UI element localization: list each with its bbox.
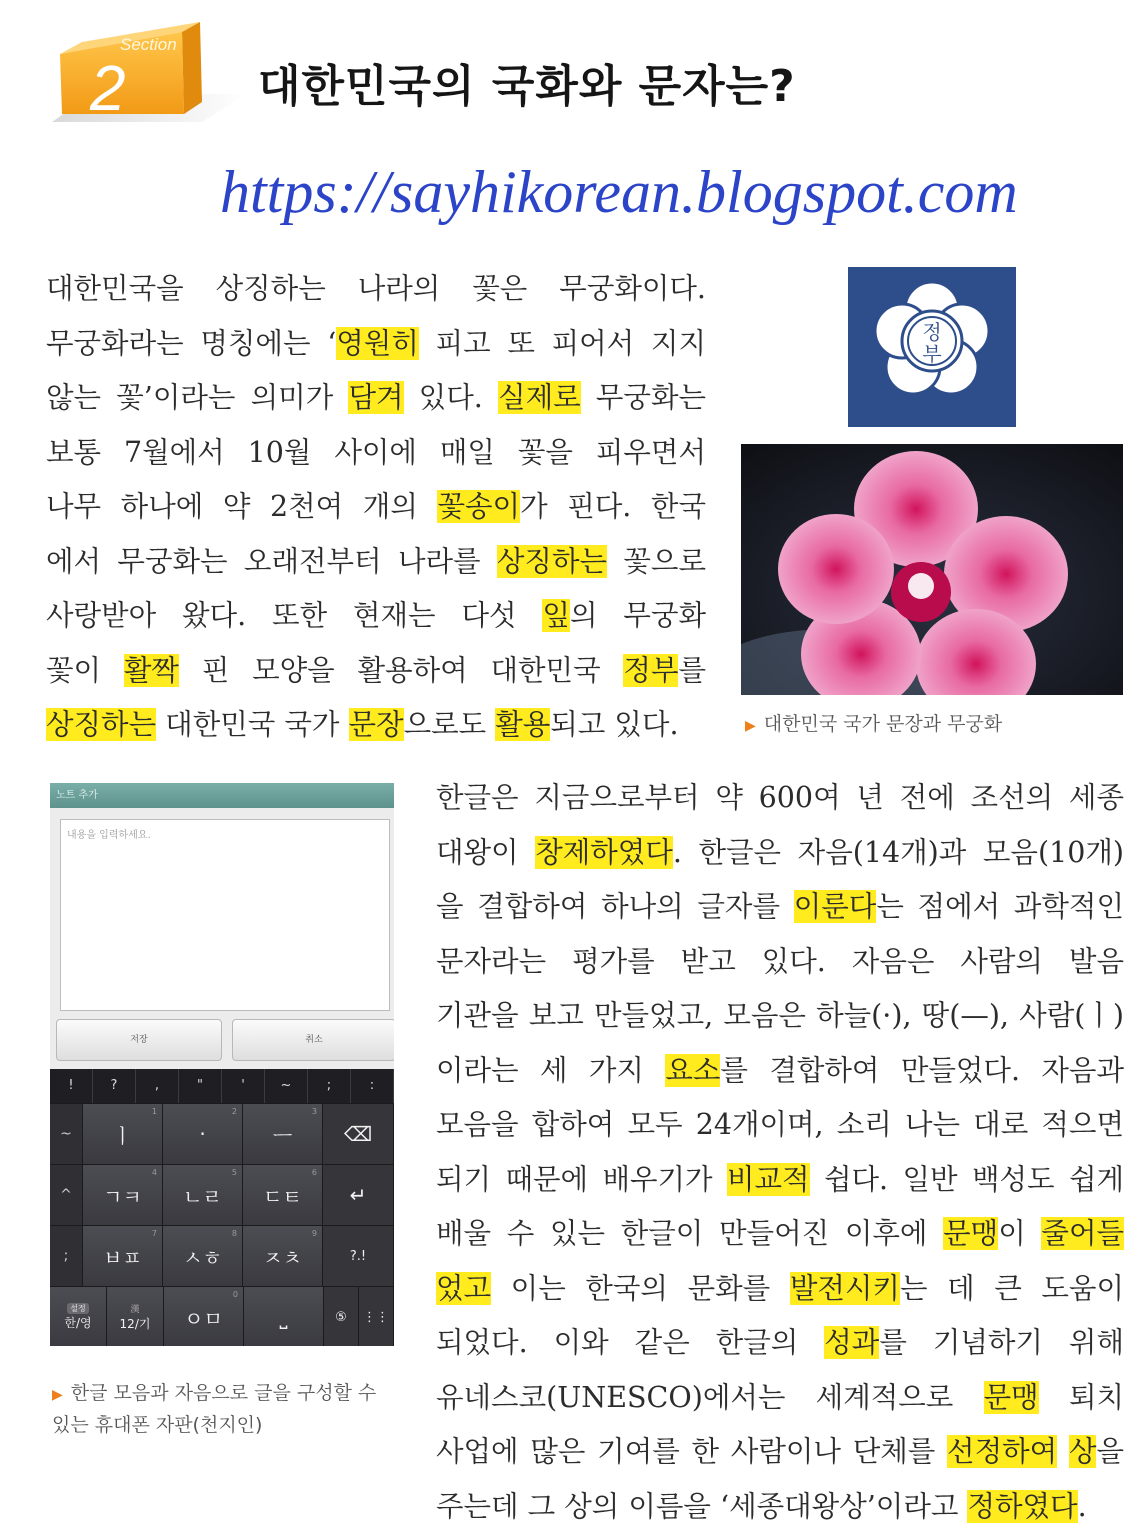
text-run: 퇴치 [1038, 1380, 1125, 1414]
symbol-key[interactable]: ; [308, 1069, 351, 1103]
backspace-key[interactable]: ⌫ [323, 1104, 394, 1164]
paragraph-hangul [436, 771, 1124, 1534]
enter-key[interactable]: ↵ [323, 1165, 394, 1225]
side-key[interactable]: ~ [50, 1104, 83, 1164]
text-run: 무궁화라는 명칭에는 ‘ [46, 326, 337, 360]
government-emblem [848, 267, 1016, 427]
consonant-key[interactable]: ㅇㅁ 0 [164, 1287, 244, 1346]
consonant-key[interactable]: ㅈㅊ 9 [243, 1226, 323, 1286]
text-run: 주는데 그 상의 이름을 ‘세종대왕상’이라고 [436, 1489, 968, 1523]
highlighted-word: 었고 [436, 1271, 492, 1305]
text-run: 이는 한국의 문화를 [491, 1271, 790, 1305]
cancel-button[interactable]: 취소 [232, 1019, 394, 1061]
text-line [436, 1371, 1124, 1426]
text-run: 꽃으로 [607, 544, 706, 578]
text-line [436, 771, 1124, 826]
vowel-key[interactable]: ㅣ 1 [83, 1104, 163, 1164]
text-line [436, 935, 1124, 990]
consonant-key[interactable]: ㄴㄹ 5 [163, 1165, 243, 1225]
text-run: 되기 때문에 배우기가 [436, 1162, 727, 1196]
phone-title-bar: 노트 추가 [50, 783, 394, 808]
text-run: 을 [1096, 1435, 1124, 1468]
text-line [436, 1316, 1124, 1371]
paragraph-mugunghwa [46, 262, 706, 753]
symbol-key[interactable]: ! [50, 1069, 93, 1103]
note-input[interactable] [60, 819, 390, 1011]
text-run: 을 결합하여 하나의 글자를 [436, 890, 794, 923]
emblem-char-top: 정 [922, 320, 942, 344]
highlighted-word: 창제하였다 [535, 835, 673, 869]
side-key[interactable]: ; [50, 1226, 83, 1286]
phone-caption [52, 1378, 397, 1440]
highlighted-word: 요소 [665, 1053, 721, 1087]
text-run: 이라는 세 가지 [436, 1053, 666, 1087]
text-line [46, 317, 706, 372]
text-run: 는 데 큰 도움이 [899, 1271, 1124, 1305]
keyboard-row [50, 1225, 394, 1286]
text-run: 유네스코(UNESCO)에서는 세계적으로 [436, 1380, 984, 1414]
text-line [46, 371, 706, 426]
vowel-key[interactable]: · 2 [163, 1104, 243, 1164]
text-line [436, 989, 1124, 1044]
text-run: 있다. [403, 381, 499, 414]
text-run: 꽃이 [46, 653, 124, 687]
text-run: 를 기념하기 위해 [879, 1326, 1124, 1359]
highlighted-word: 실제로 [498, 381, 581, 414]
symbol-key[interactable]: , [136, 1069, 179, 1103]
highlighted-word: 상징하는 [496, 544, 608, 578]
symbol-key[interactable]: : [351, 1069, 394, 1103]
text-run: 보통 7월에서 10월 사이에 매일 꽃을 피우면서 [46, 435, 706, 469]
text-run: 사랑받아 왔다. 또한 현재는 다섯 [46, 599, 543, 632]
space-key[interactable]: ⎵ [244, 1287, 324, 1346]
emblem-char-bottom: 부 [922, 342, 942, 366]
mugunghwa-emblem-icon [848, 267, 1016, 427]
highlighted-word: 문장 [348, 708, 404, 741]
text-run: 에서 무궁화는 오래전부터 나라를 [46, 544, 497, 578]
language-toggle-key[interactable]: 설정 한/영 [50, 1287, 107, 1346]
phone-caption-text: 한글 모음과 자음으로 글을 구성할 수 있는 휴대폰 자판(천지인) [52, 1382, 377, 1436]
text-run: 의 무궁화 [569, 599, 707, 632]
phone-keyboard-screenshot [50, 783, 394, 1346]
text-run: 핀 모양을 활용하여 대한민국 [178, 653, 624, 687]
text-run: 사업에 많은 기여를 한 사람이나 단체를 [436, 1435, 948, 1468]
highlighted-word: 문맹 [983, 1380, 1039, 1414]
text-line [436, 1480, 1124, 1535]
text-run: 대한민국을 상징하는 나라의 꽃은 무궁화이다. [46, 272, 706, 305]
note-placeholder: 내용을 입력하세요. [67, 830, 151, 841]
text-line [46, 262, 706, 317]
grid-menu-icon[interactable]: ⋮⋮ [359, 1287, 394, 1346]
consonant-key[interactable]: ㅅㅎ 8 [163, 1226, 243, 1286]
section-badge [52, 14, 267, 126]
mode-key[interactable]: 漢 12/기 [107, 1287, 164, 1346]
text-run: 모음을 합하여 모두 24개이며, 소리 나는 대로 적으면 [436, 1108, 1124, 1141]
highlighted-word: 활용 [495, 708, 551, 741]
text-line [436, 1044, 1124, 1099]
emoticon-icon[interactable]: ⑤ [324, 1287, 359, 1346]
highlighted-word: 이룬다 [793, 890, 877, 923]
mugunghwa-flower-photo [741, 444, 1123, 695]
vowel-key[interactable]: ㅡ 3 [243, 1104, 323, 1164]
flower-caption [745, 709, 1002, 741]
highlighted-word: 꽃송이 [437, 490, 521, 523]
highlighted-word: 선정하여 [947, 1435, 1058, 1468]
section-label: Section [120, 35, 177, 54]
keyboard-row [50, 1103, 394, 1164]
text-line [436, 1425, 1124, 1480]
text-line [46, 426, 706, 481]
text-run: 배울 수 있는 한글이 만들어진 이후에 [436, 1217, 944, 1250]
text-run: 대왕이 [436, 835, 536, 869]
keyboard-row [50, 1164, 394, 1225]
cheonjiin-keyboard [50, 1069, 394, 1346]
symbol-key[interactable]: ' [222, 1069, 265, 1103]
blog-url-link[interactable]: https://sayhikorean.blogspot.com [220, 159, 1018, 225]
page-title: 대한민국의 국화와 문자는? [258, 61, 796, 112]
text-run: . [1077, 1489, 1087, 1523]
text-line [436, 1153, 1124, 1208]
symbol-key[interactable]: ? [93, 1069, 136, 1103]
text-run: 를 결합하여 만들었다. 자음과 [720, 1053, 1124, 1087]
text-line [46, 698, 706, 753]
consonant-key[interactable]: ㅂㅍ 7 [83, 1226, 163, 1286]
text-run: 기관을 보고 만들었고, 모음은 하늘(·), 땅(—), 사람(ㅣ) [436, 999, 1124, 1032]
caption-bullet-icon: ▶ [52, 1387, 63, 1403]
text-line [46, 644, 706, 699]
text-line [436, 880, 1124, 935]
text-run: 문자라는 평가를 받고 있다. 자음은 사람의 발음 [436, 944, 1124, 978]
symbol-key[interactable]: ~ [265, 1069, 308, 1103]
punctuation-key[interactable]: ?.! [323, 1226, 394, 1286]
highlighted-word: 정하였다 [967, 1489, 1078, 1523]
highlighted-word: 잎 [542, 599, 570, 632]
text-run: 으로도 [403, 708, 496, 741]
section-number: 2 [90, 52, 126, 124]
highlighted-word: 줄어들 [1041, 1217, 1125, 1250]
text-run: 가 핀다. 한국 [520, 490, 706, 523]
text-line [436, 1207, 1124, 1262]
text-run: 되었다. 이와 같은 한글의 [436, 1326, 825, 1359]
caption-bullet-icon: ▶ [745, 718, 756, 734]
highlighted-word: 담겨 [348, 381, 404, 414]
text-run: 이 [998, 1217, 1042, 1250]
text-line [46, 480, 706, 535]
highlighted-word: 비교적 [726, 1162, 810, 1196]
highlighted-word: 성과 [824, 1326, 880, 1359]
text-line [436, 1262, 1124, 1317]
text-line [46, 535, 706, 590]
keyboard-row [50, 1286, 394, 1346]
text-run: 쉽다. 일반 백성도 쉽게 [809, 1162, 1125, 1196]
symbol-key[interactable]: " [179, 1069, 222, 1103]
text-run: 대한민국 국가 [156, 708, 349, 741]
highlighted-word: 문맹 [943, 1217, 999, 1250]
text-line [436, 1098, 1124, 1153]
text-run: 는 점에서 과학적인 [876, 890, 1124, 923]
text-run: 무궁화는 [580, 381, 707, 414]
symbol-row [50, 1069, 394, 1103]
highlighted-word: 상징하는 [46, 708, 157, 741]
side-key[interactable]: ^ [50, 1165, 83, 1225]
consonant-key[interactable]: ㄱㅋ 4 [83, 1165, 163, 1225]
text-run: 한글은 지금으로부터 약 600여 년 전에 조선의 세종 [436, 781, 1124, 814]
flower-caption-text: 대한민국 국가 문장과 무궁화 [763, 713, 1003, 735]
highlighted-word: 상 [1068, 1435, 1097, 1468]
consonant-key[interactable]: ㄷㅌ 6 [243, 1165, 323, 1225]
save-button[interactable]: 저장 [56, 1019, 222, 1061]
text-run: 피고 또 피어서 지지 [418, 326, 706, 360]
highlighted-word: 정부 [623, 653, 679, 687]
highlighted-word: 영원히 [336, 326, 419, 360]
text-run: 되고 있다. [550, 708, 679, 741]
highlighted-word: 발전시키 [789, 1271, 900, 1305]
text-line [436, 826, 1124, 881]
highlighted-word: 활짝 [123, 653, 179, 687]
text-run: 않는 꽃’이라는 의미가 [46, 381, 349, 414]
text-run [1057, 1435, 1069, 1468]
text-run: 나무 하나에 약 2천여 개의 [46, 490, 438, 523]
text-run: . 한글은 자음(14개)과 모음(10개) [672, 835, 1124, 869]
text-run: 를 [678, 653, 707, 687]
text-line [46, 589, 706, 644]
